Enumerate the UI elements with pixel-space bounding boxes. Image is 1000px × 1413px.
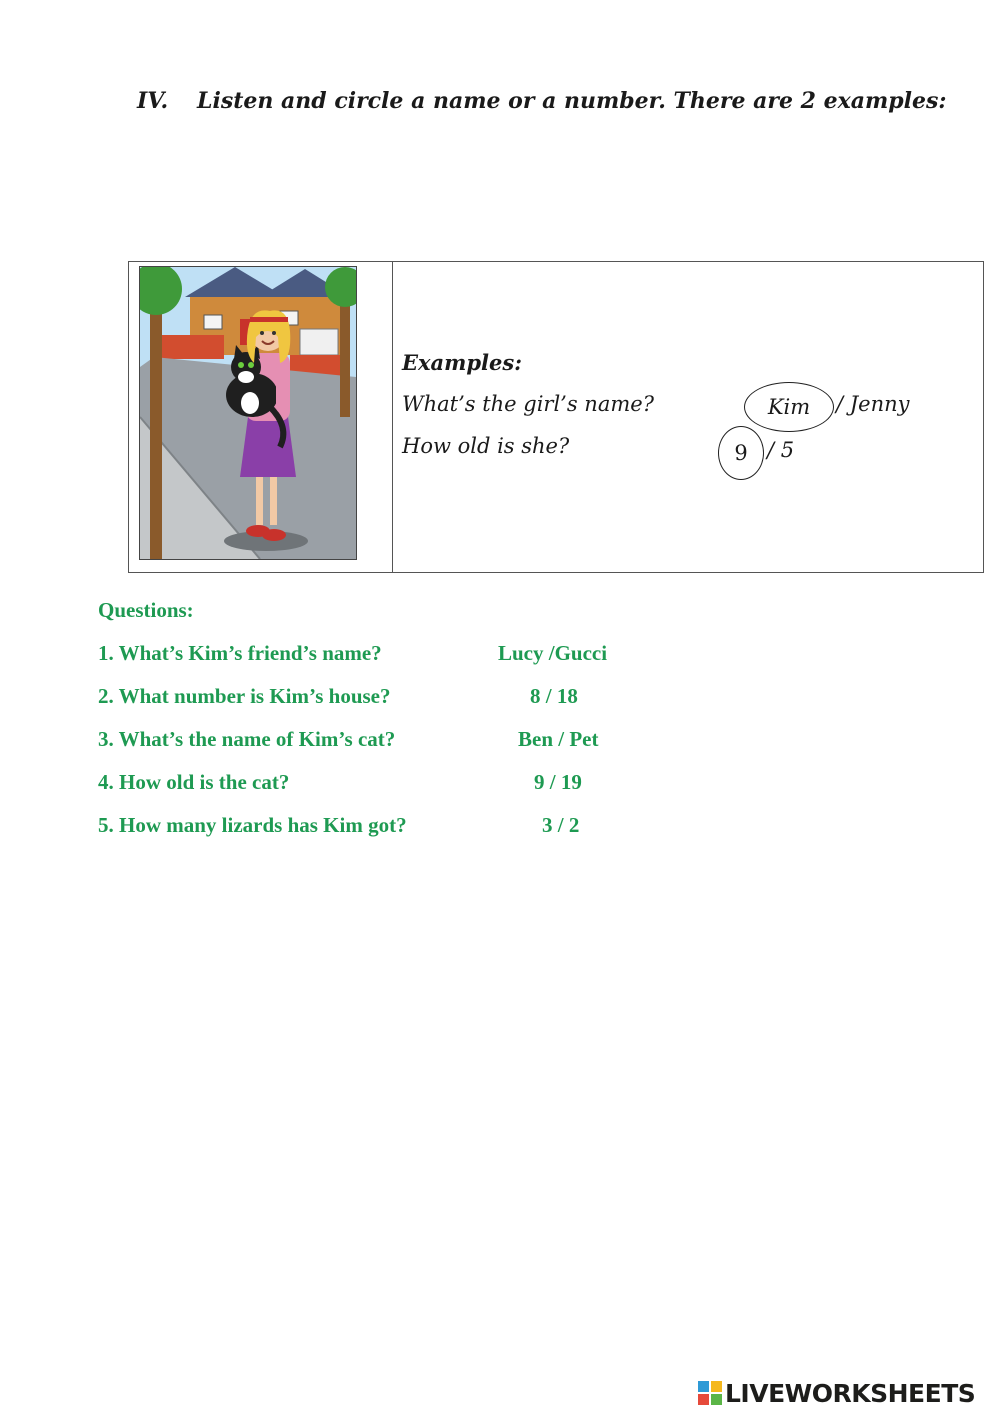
answer-options[interactable]: Lucy /Gucci: [498, 641, 608, 665]
girl-with-cat-illustration: [139, 266, 357, 560]
answer-options[interactable]: 3 / 2: [542, 813, 580, 837]
liveworksheets-logo-icon: [698, 1381, 722, 1405]
box-divider: [392, 262, 393, 572]
example-1-alternative: / Jenny: [836, 392, 910, 416]
liveworksheets-logo[interactable]: [698, 1378, 975, 1408]
question-row: [98, 770, 698, 800]
answer-options[interactable]: 9 / 19: [534, 770, 582, 794]
illustration-image: [140, 267, 356, 559]
question-text: 2. What number is Kim’s house?: [98, 684, 391, 708]
question-text: 4. How old is the cat?: [98, 770, 290, 794]
questions-title: Questions:: [98, 598, 194, 622]
worksheet-heading: [137, 88, 957, 114]
example-question-2: How old is she?: [402, 434, 570, 458]
example-2-circled-answer: 9: [718, 426, 764, 480]
question-text: 5. How many lizards has Kim got?: [98, 813, 407, 837]
question-text: 3. What’s the name of Kim’s cat?: [98, 727, 396, 751]
section-number: IV.: [137, 88, 169, 114]
answer-options[interactable]: 8 / 18: [530, 684, 578, 708]
section-instruction: Listen and circle a name or a number. There are 2 examples:: [197, 88, 947, 114]
example-question-1: What’s the girl’s name?: [402, 392, 654, 416]
question-row: [98, 684, 698, 714]
question-row: [98, 813, 698, 843]
examples-title: Examples:: [402, 350, 522, 375]
example-1-circled-answer: Kim: [744, 382, 834, 432]
question-row: [98, 727, 698, 757]
logo-text: LIVEWORKSHEETS: [725, 1378, 976, 1408]
question-text: 1. What’s Kim’s friend’s name?: [98, 641, 382, 665]
question-row: [98, 641, 698, 671]
example-2-alternative: / 5: [767, 438, 795, 462]
answer-options[interactable]: Ben / Pet: [518, 727, 599, 751]
example-box: [128, 261, 984, 573]
